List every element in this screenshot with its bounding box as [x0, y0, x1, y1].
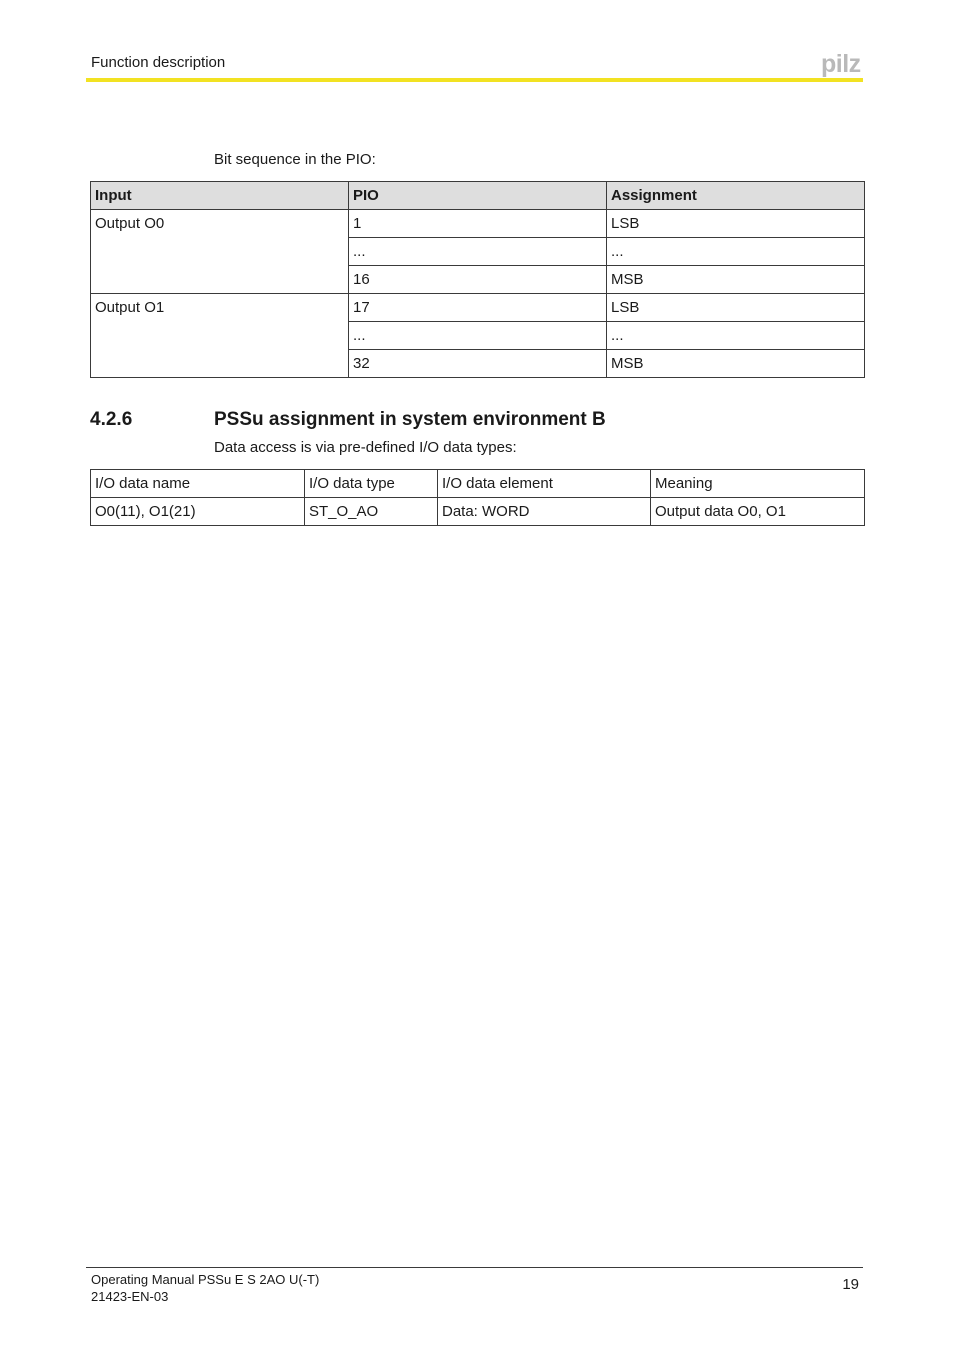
- assignment-cell: ...: [607, 238, 865, 266]
- table-header-row: [91, 182, 865, 210]
- header-rule: [86, 78, 863, 82]
- column-header-meaning: Meaning: [651, 470, 865, 498]
- input-cell: Output O0: [91, 210, 349, 294]
- page-number: 19: [842, 1276, 859, 1293]
- section-body-text: Data access is via pre-defined I/O data types:: [214, 439, 517, 456]
- pio-cell: 1: [349, 210, 607, 238]
- pio-cell: 17: [349, 294, 607, 322]
- section-number: 4.2.6: [90, 409, 133, 430]
- pio-intro-text: Bit sequence in the PIO:: [214, 151, 376, 168]
- running-header: Function description: [91, 54, 226, 71]
- column-header-assignment: Assignment: [607, 182, 865, 210]
- table-row: [91, 294, 865, 322]
- pilz-logo: pilz: [821, 50, 861, 78]
- io-data-type-cell: ST_O_AO: [305, 498, 438, 526]
- assignment-cell: MSB: [607, 350, 865, 378]
- pio-cell: ...: [349, 238, 607, 266]
- input-cell: Output O1: [91, 294, 349, 378]
- footer-rule: [86, 1267, 863, 1268]
- assignment-cell: LSB: [607, 294, 865, 322]
- pio-cell: 16: [349, 266, 607, 294]
- table-row: [91, 498, 865, 526]
- pio-cell: ...: [349, 322, 607, 350]
- assignment-cell: ...: [607, 322, 865, 350]
- column-header-io-data-type: I/O data type: [305, 470, 438, 498]
- column-header-io-data-element: I/O data element: [438, 470, 651, 498]
- io-data-element-cell: Data: WORD: [438, 498, 651, 526]
- meaning-cell: Output data O0, O1: [651, 498, 865, 526]
- pio-bit-table: [90, 181, 865, 378]
- footer-manual-title: Operating Manual PSSu E S 2AO U(-T): [91, 1272, 320, 1287]
- table-header-row: [91, 470, 865, 498]
- assignment-cell: LSB: [607, 210, 865, 238]
- column-header-io-data-name: I/O data name: [91, 470, 305, 498]
- assignment-cell: MSB: [607, 266, 865, 294]
- footer-doc-number: 21423-EN-03: [91, 1289, 169, 1304]
- pio-cell: 32: [349, 350, 607, 378]
- io-data-name-cell: O0(11), O1(21): [91, 498, 305, 526]
- table-row: [91, 210, 865, 238]
- column-header-input: Input: [91, 182, 349, 210]
- column-header-pio: PIO: [349, 182, 607, 210]
- io-data-type-table: [90, 469, 865, 526]
- section-title: PSSu assignment in system environment B: [214, 409, 606, 430]
